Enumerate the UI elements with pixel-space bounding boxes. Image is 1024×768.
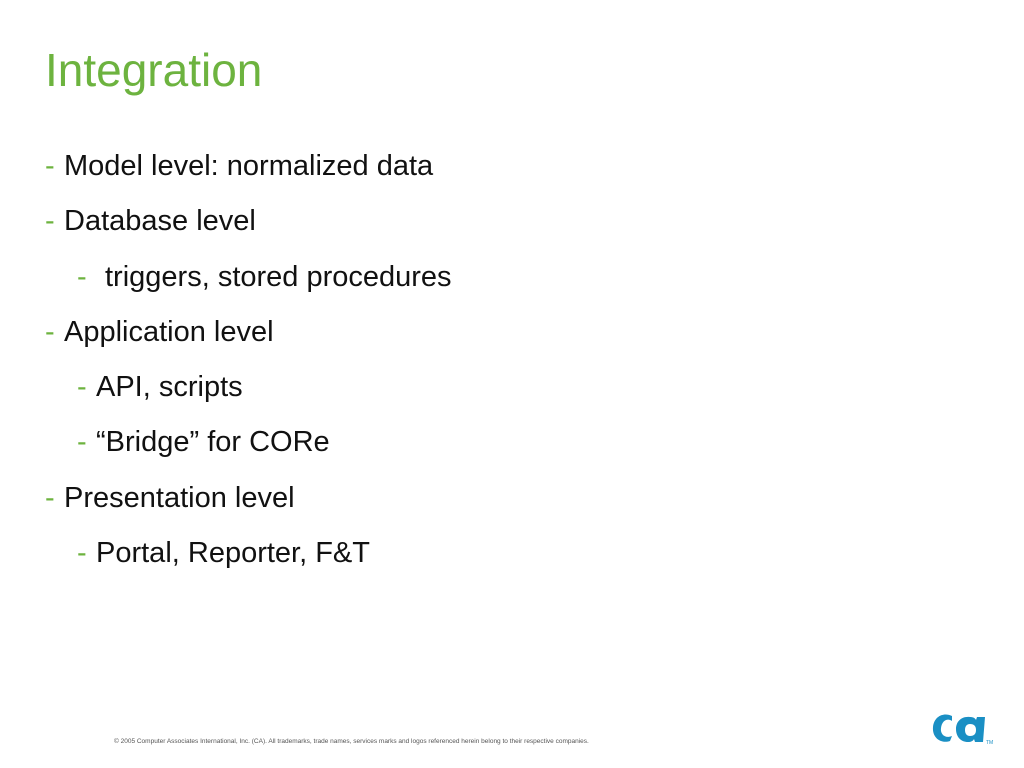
bullet-dash: - <box>45 205 55 237</box>
sub-bullet-item <box>77 424 330 460</box>
ca-logo-mark <box>933 714 985 742</box>
bullet-dash: - <box>77 537 87 569</box>
bullet-text: API, scripts <box>96 371 243 403</box>
copyright-notice: © 2005 Computer Associates International, Inc. (CA). All trademarks, trade names, services marks and logos referenced herein belong to their respective companies. <box>114 738 589 745</box>
bullet-dash: - <box>45 150 55 182</box>
bullet-text: Database level <box>64 205 256 237</box>
sub-bullet-item <box>77 369 243 405</box>
bullet-dash: - <box>77 371 87 403</box>
sub-bullet-item <box>77 259 452 295</box>
bullet-text: triggers, stored procedures <box>105 261 452 293</box>
bullet-item <box>45 314 274 350</box>
slide-title: Integration <box>45 44 263 96</box>
bullet-text: Presentation level <box>64 482 295 514</box>
bullet-item <box>45 148 433 184</box>
sub-bullet-item <box>77 535 370 571</box>
bullet-text: Application level <box>64 316 274 348</box>
bullet-dash: - <box>45 316 55 348</box>
bullet-text: “Bridge” for CORe <box>96 426 330 458</box>
bullet-dash: - <box>45 482 55 514</box>
bullet-text: Portal, Reporter, F&T <box>96 537 370 569</box>
ca-logo-trademark: TM <box>986 740 994 746</box>
bullet-dash: - <box>77 261 87 293</box>
bullet-text: Model level: normalized data <box>64 150 434 182</box>
ca-logo <box>930 706 1000 750</box>
bullet-dash: - <box>77 426 87 458</box>
bullet-item <box>45 203 256 239</box>
bullet-item <box>45 480 295 516</box>
